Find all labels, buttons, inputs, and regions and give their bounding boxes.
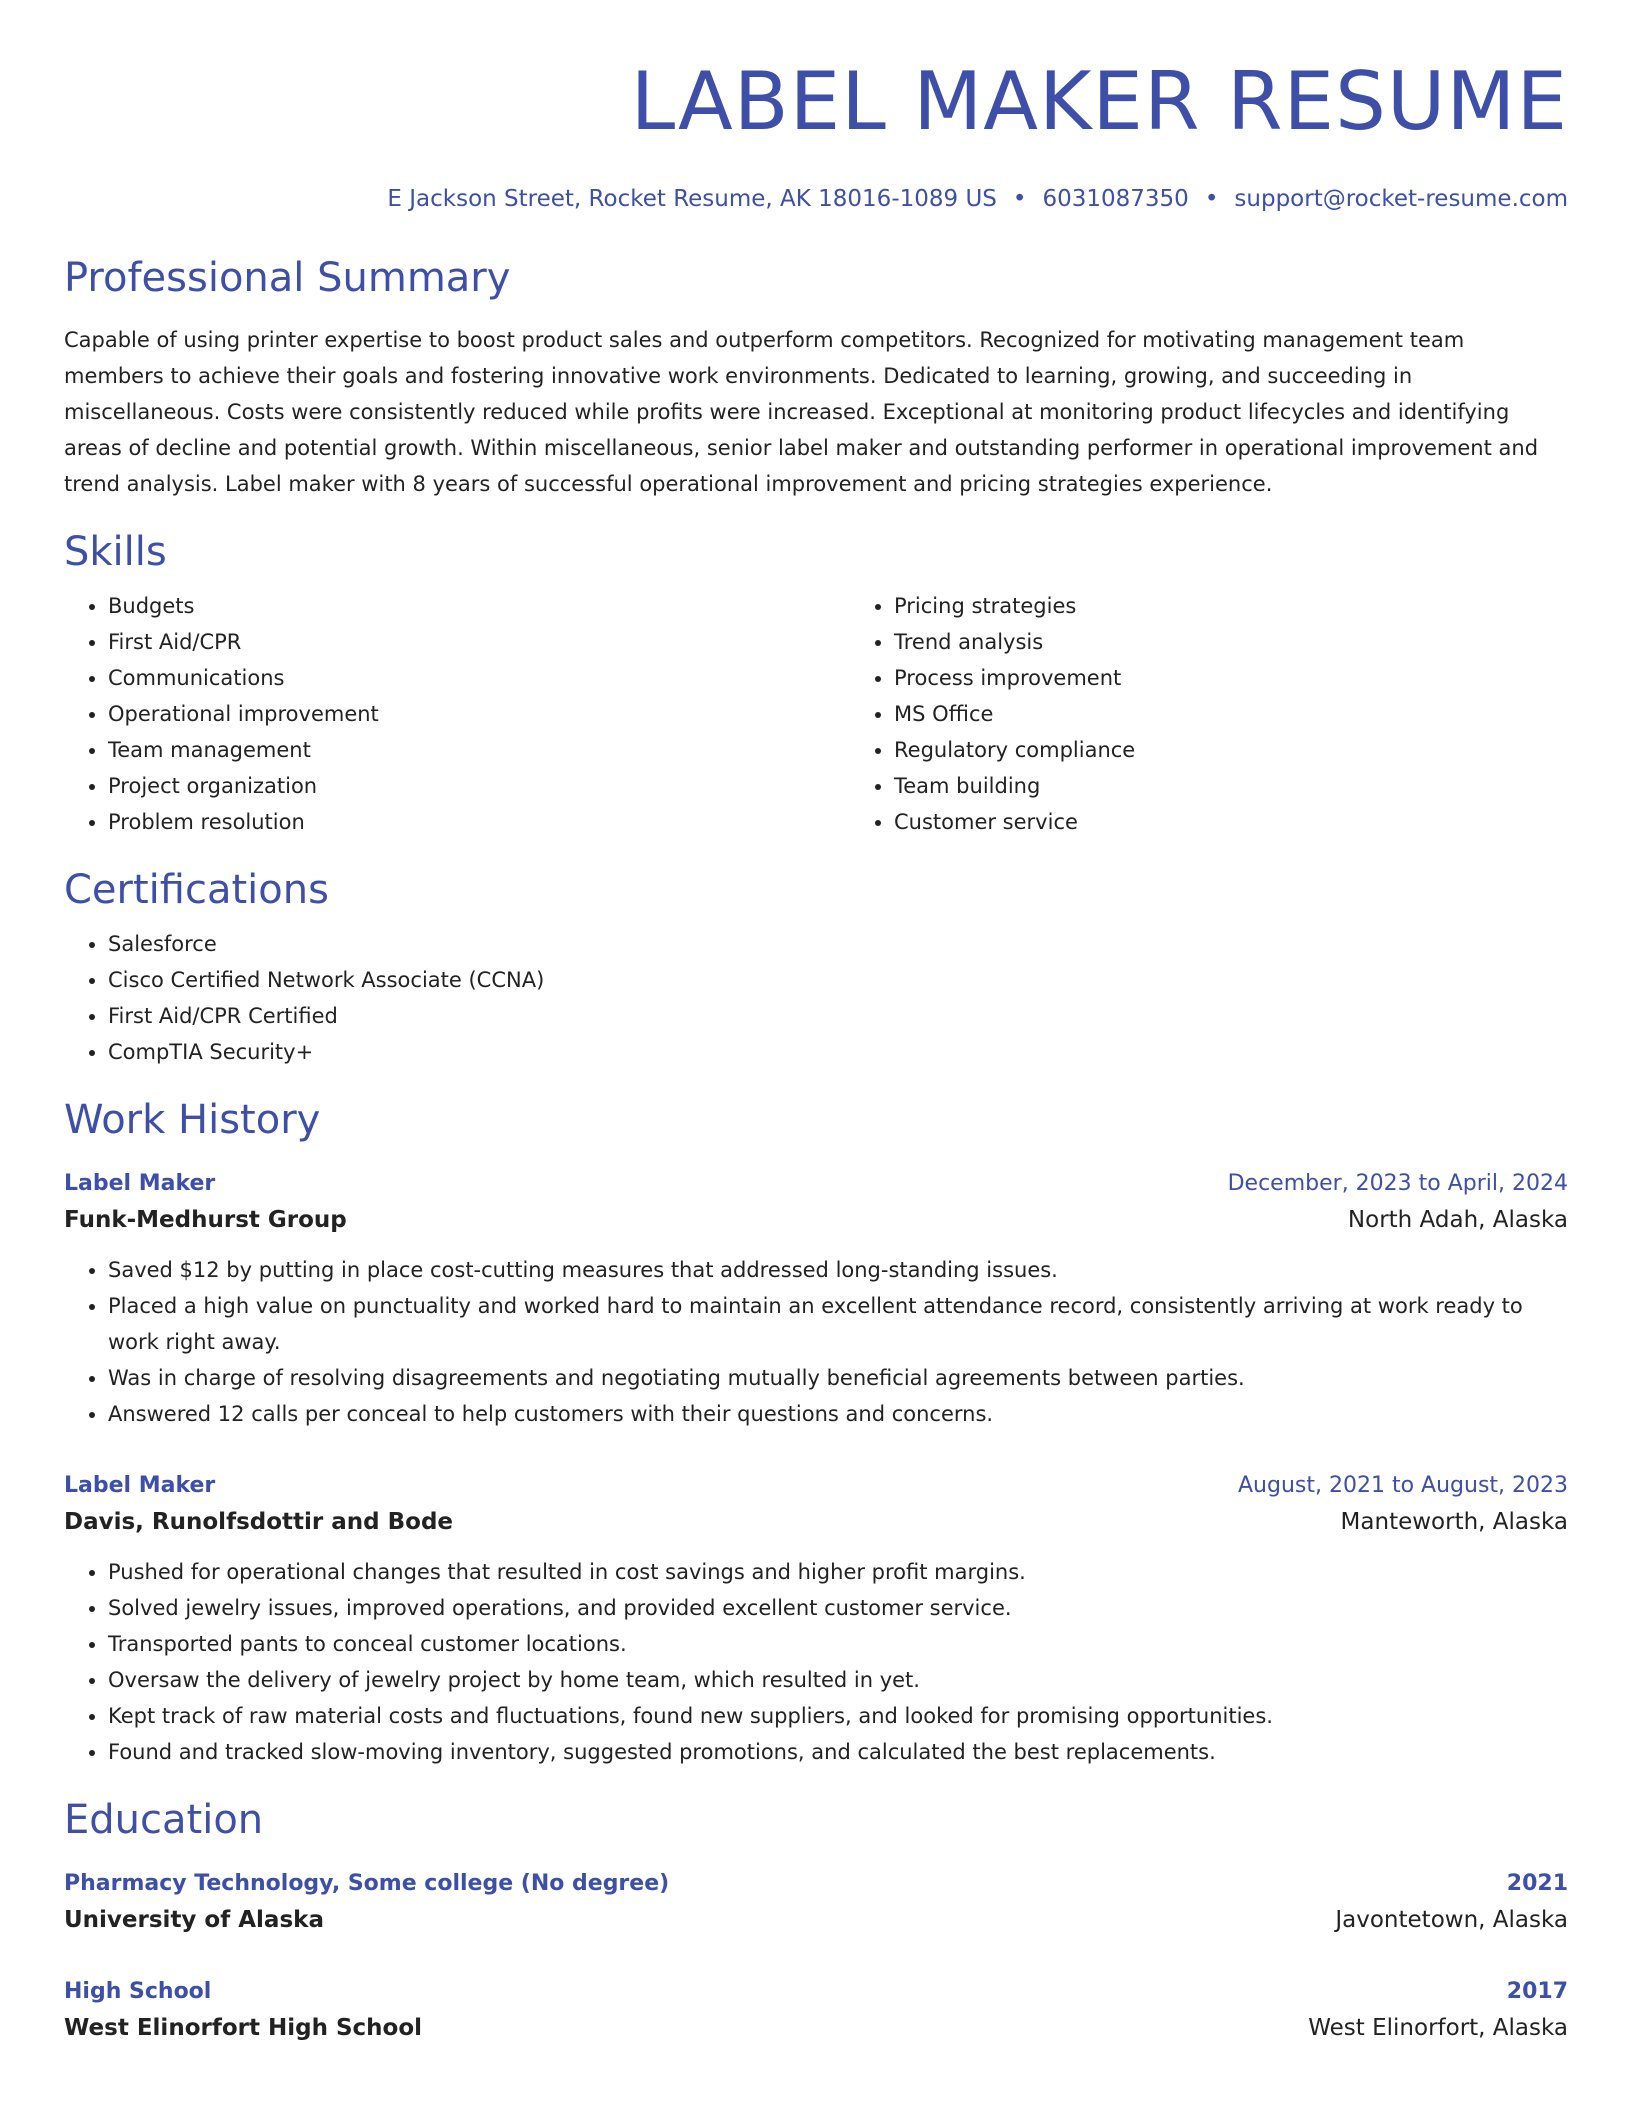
work-history-heading: Work History	[64, 1097, 321, 1143]
job-title: Label Maker	[64, 1171, 216, 1196]
job-dates: December, 2023 to April, 2024	[1227, 1171, 1568, 1196]
contact-line	[64, 184, 1568, 214]
list-item: • Found and tracked slow-moving inventory, suggested promotions, and calculated the best replacements.	[108, 1734, 1568, 1770]
education-degree: High School	[64, 1979, 212, 2004]
list-item: • Oversaw the delivery of jewelry project by home team, which resulted in yet.	[108, 1662, 1568, 1698]
certifications-heading: Certifications	[64, 867, 329, 913]
list-item: • Transported pants to conceal customer locations.	[108, 1626, 1568, 1662]
list-item: • Solved jewelry issues, improved operations, and provided excellent customer service.	[108, 1590, 1568, 1626]
education-degree: Pharmacy Technology, Some college (No degree)	[64, 1871, 670, 1896]
list-item: • Operational improvement	[108, 696, 850, 732]
education-year: 2017	[1506, 1979, 1568, 2004]
education-school-row	[64, 1902, 1568, 1938]
education-degree-row	[64, 1974, 1568, 2010]
job-company: Davis, Runolfsdottir and Bode	[64, 1509, 454, 1535]
job-bullets	[64, 1554, 1568, 1770]
education-entry	[64, 1866, 1568, 1938]
skills-list-right	[850, 588, 1632, 840]
education-school: University of Alaska	[64, 1907, 324, 1933]
list-item: • Project organization	[108, 768, 850, 804]
separator-dot: •	[1012, 186, 1027, 212]
job-location: Manteworth, Alaska	[1340, 1509, 1568, 1535]
list-item: • Saved $12 by putting in place cost-cutting measures that addressed long-standing issues.	[108, 1252, 1568, 1288]
job-bullets	[64, 1252, 1568, 1432]
list-item: • Kept track of raw material costs and fluctuations, found new suppliers, and looked for promising opportunities.	[108, 1698, 1568, 1734]
list-item: • Budgets	[108, 588, 850, 624]
list-item: • Communications	[108, 660, 850, 696]
certifications-list	[64, 926, 1568, 1070]
education-location: West Elinorfort, Alaska	[1308, 2015, 1568, 2041]
job-location: North Adah, Alaska	[1347, 1207, 1568, 1233]
email: support@rocket-resume.com	[1234, 186, 1568, 212]
resume-header	[64, 0, 1568, 214]
education-section	[64, 1796, 1568, 2046]
list-item: • Placed a high value on punctuality and worked hard to maintain an excellent attendance record, consistently arriving at work ready to work right away.	[108, 1288, 1568, 1360]
job-entry	[64, 1468, 1568, 1770]
education-heading: Education	[64, 1797, 264, 1843]
list-item: • Salesforce	[108, 926, 1568, 962]
education-school-row	[64, 2010, 1568, 2046]
list-item: • First Aid/CPR	[108, 624, 850, 660]
list-item: • Regulatory compliance	[894, 732, 1632, 768]
skills-grid	[64, 588, 1568, 840]
list-item: • First Aid/CPR Certified	[108, 998, 1568, 1034]
job-company-row	[64, 1504, 1568, 1540]
address: E Jackson Street, Rocket Resume, AK 18016-1089 US	[387, 186, 997, 212]
education-degree-row	[64, 1866, 1568, 1902]
education-year: 2021	[1506, 1871, 1568, 1896]
summary-text: Capable of using printer expertise to boost product sales and outperform competitors. Recognized for motivating management team members to achieve their goals and fostering innovative work environments. Dedicated to learning, growing, and succeeding in miscellaneous. Costs were consistently reduced while profits were increased. Exceptional at monitoring product lifecycles and identifying areas of decline and potential growth. Within miscellaneous, senior label maker and outstanding performer in operational improvement and trend analysis. Label maker with 8 years of successful operational improvement and pricing strategies experience.	[64, 328, 1539, 496]
certifications-section	[64, 866, 1568, 1070]
summary-heading: Professional Summary	[64, 255, 511, 301]
list-item: • Was in charge of resolving disagreements and negotiating mutually beneficial agreements between parties.	[108, 1360, 1568, 1396]
separator-dot: •	[1204, 186, 1219, 212]
list-item: • Pushed for operational changes that resulted in cost savings and higher profit margins.	[108, 1554, 1568, 1590]
list-item: • Process improvement	[894, 660, 1632, 696]
list-item: • Team management	[108, 732, 850, 768]
summary-section	[64, 254, 1568, 502]
list-item: • Cisco Certified Network Associate (CCNA)	[108, 962, 1568, 998]
list-item: • Pricing strategies	[894, 588, 1632, 624]
list-item: • Customer service	[894, 804, 1632, 840]
education-location: Javontetown, Alaska	[1335, 1907, 1568, 1933]
skills-heading: Skills	[64, 529, 167, 575]
work-history-section	[64, 1096, 1568, 1770]
list-item: • Team building	[894, 768, 1632, 804]
list-item: • Problem resolution	[108, 804, 850, 840]
job-title: Label Maker	[64, 1473, 216, 1498]
list-item: • Trend analysis	[894, 624, 1632, 660]
phone: 6031087350	[1042, 186, 1189, 212]
job-company-row	[64, 1202, 1568, 1238]
skills-section	[64, 528, 1568, 840]
list-item: • Answered 12 calls per conceal to help customers with their questions and concerns.	[108, 1396, 1568, 1432]
skills-list-left	[64, 588, 850, 840]
job-title-row	[64, 1468, 1568, 1504]
list-item: • MS Office	[894, 696, 1632, 732]
job-title-row	[64, 1166, 1568, 1202]
job-entry	[64, 1166, 1568, 1432]
education-school: West Elinorfort High School	[64, 2015, 423, 2041]
job-dates: August, 2021 to August, 2023	[1238, 1473, 1568, 1498]
education-entry	[64, 1974, 1568, 2046]
resume-title: LABEL MAKER RESUME	[630, 55, 1568, 148]
job-company: Funk-Medhurst Group	[64, 1207, 347, 1233]
list-item: • CompTIA Security+	[108, 1034, 1568, 1070]
